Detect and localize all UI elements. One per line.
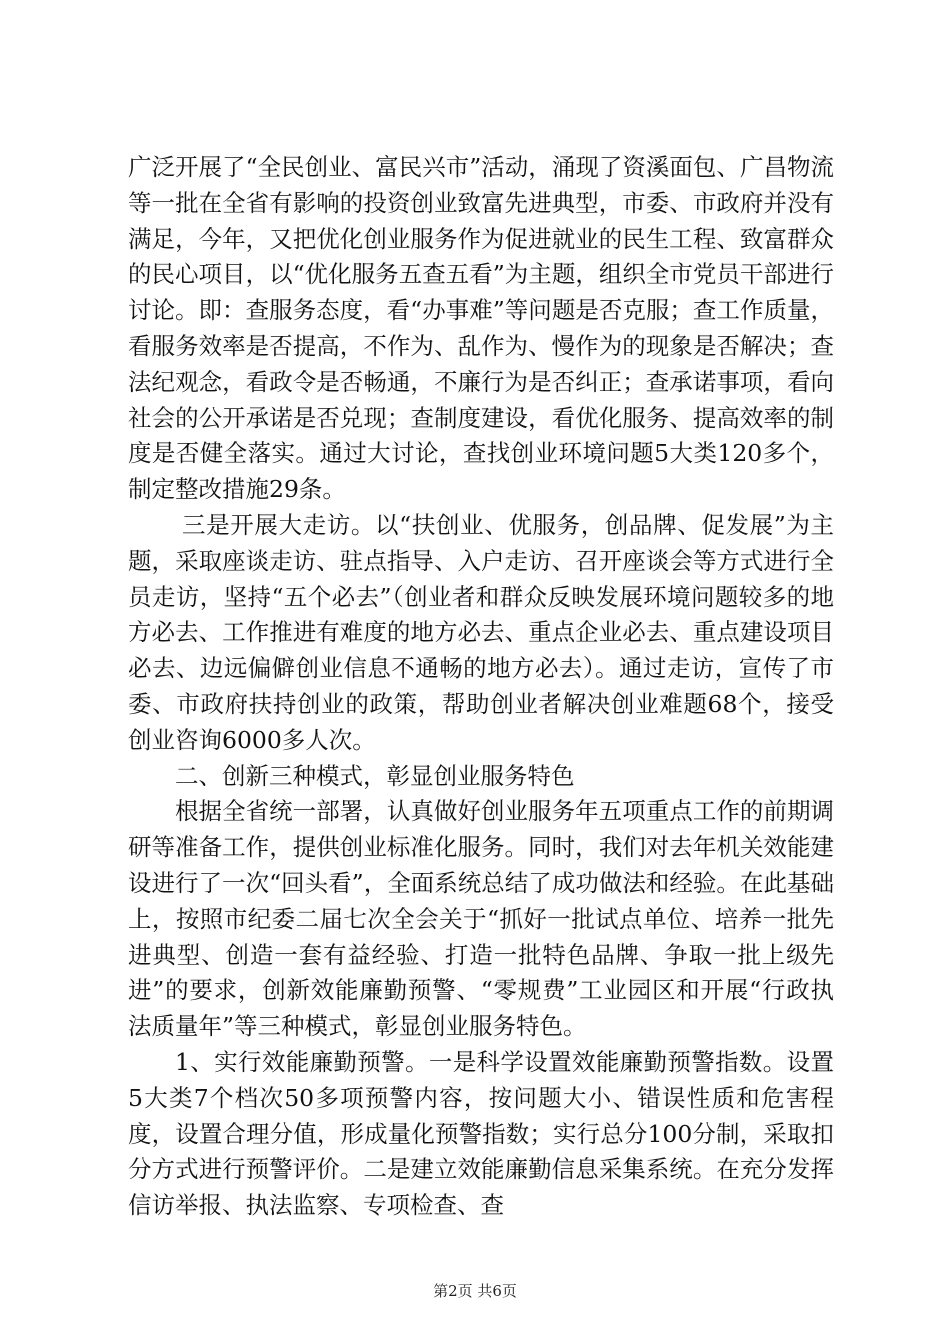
paragraph-3: 根据全省统一部署，认真做好创业服务年五项重点工作的前期调研等准备工作，提供创业标准化服务。同时，我们对去年机关效能建设进行了一次“回头看”，全面系统总结了成功做法和经验。在此基础上，按照市纪委二届七次全会关于“抓好一批试点单位、培养一批先进典型、创造一套有益经验、打造一批特色品牌、争取一批上级先进”的要求，创新效能廉勤预警、“零规费”工业园区和开展“行政执法质量年”等三种模式，彰显创业服务特色。 — [128, 797, 834, 1041]
paragraph-2: 三是开展大走访。以“扶创业、优服务，创品牌、促发展”为主题，采取座谈走访、驻点指导、入户走访、召开座谈会等方式进行全员走访，坚持“五个必去”（创业者和群众反映发展环境问题较多的地方必去、工作推进有难度的地方必去、重点企业必去、重点建设项目必去、边远偏僻创业信息不通畅的地方必去）。通过走访，宣传了市委、市政府扶持创业的政策，帮助创业者解决创业难题68个，接受创业咨询6000多人次。 — [128, 510, 834, 754]
paragraph-1: 广泛开展了“全民创业、富民兴市”活动，涌现了资溪面包、广昌物流等一批在全省有影响的投资创业致富先进典型，市委、市政府并没有满足，今年，又把优化创业服务作为促进就业的民生工程、致富群众的民心项目，以“优化服务五查五看”为主题，组织全市党员干部进行讨论。即：查服务态度，看“办事难”等问题是否克服；查工作质量，看服务效率是否提高，不作为、乱作为、慢作为的现象是否解决；查法纪观念，看政令是否畅通，不廉行为是否纠正；查承诺事项，看向社会的公开承诺是否兑现；查制度建设，看优化服务、提高效率的制度是否健全落实。通过大讨论，查找创业环境问题5大类120多个，制定整改措施29条。 — [128, 153, 834, 504]
page-footer: 第2页 共6页 — [433, 1282, 517, 1300]
section-heading: 二、创新三种模式，彰显创业服务特色 — [175, 761, 575, 790]
document-body — [128, 150, 834, 1224]
paragraph-4: 1、实行效能廉勤预警。一是科学设置效能廉勤预警指数。设置5大类7个档次50多项预警内容，按问题大小、错误性质和危害程度，设置合理分值，形成量化预警指数；实行总分100分制，采取扣分方式进行预警评价。二是建立效能廉勤信息采集系统。在充分发挥信访举报、执法监察、专项检查、查 — [128, 1047, 834, 1220]
